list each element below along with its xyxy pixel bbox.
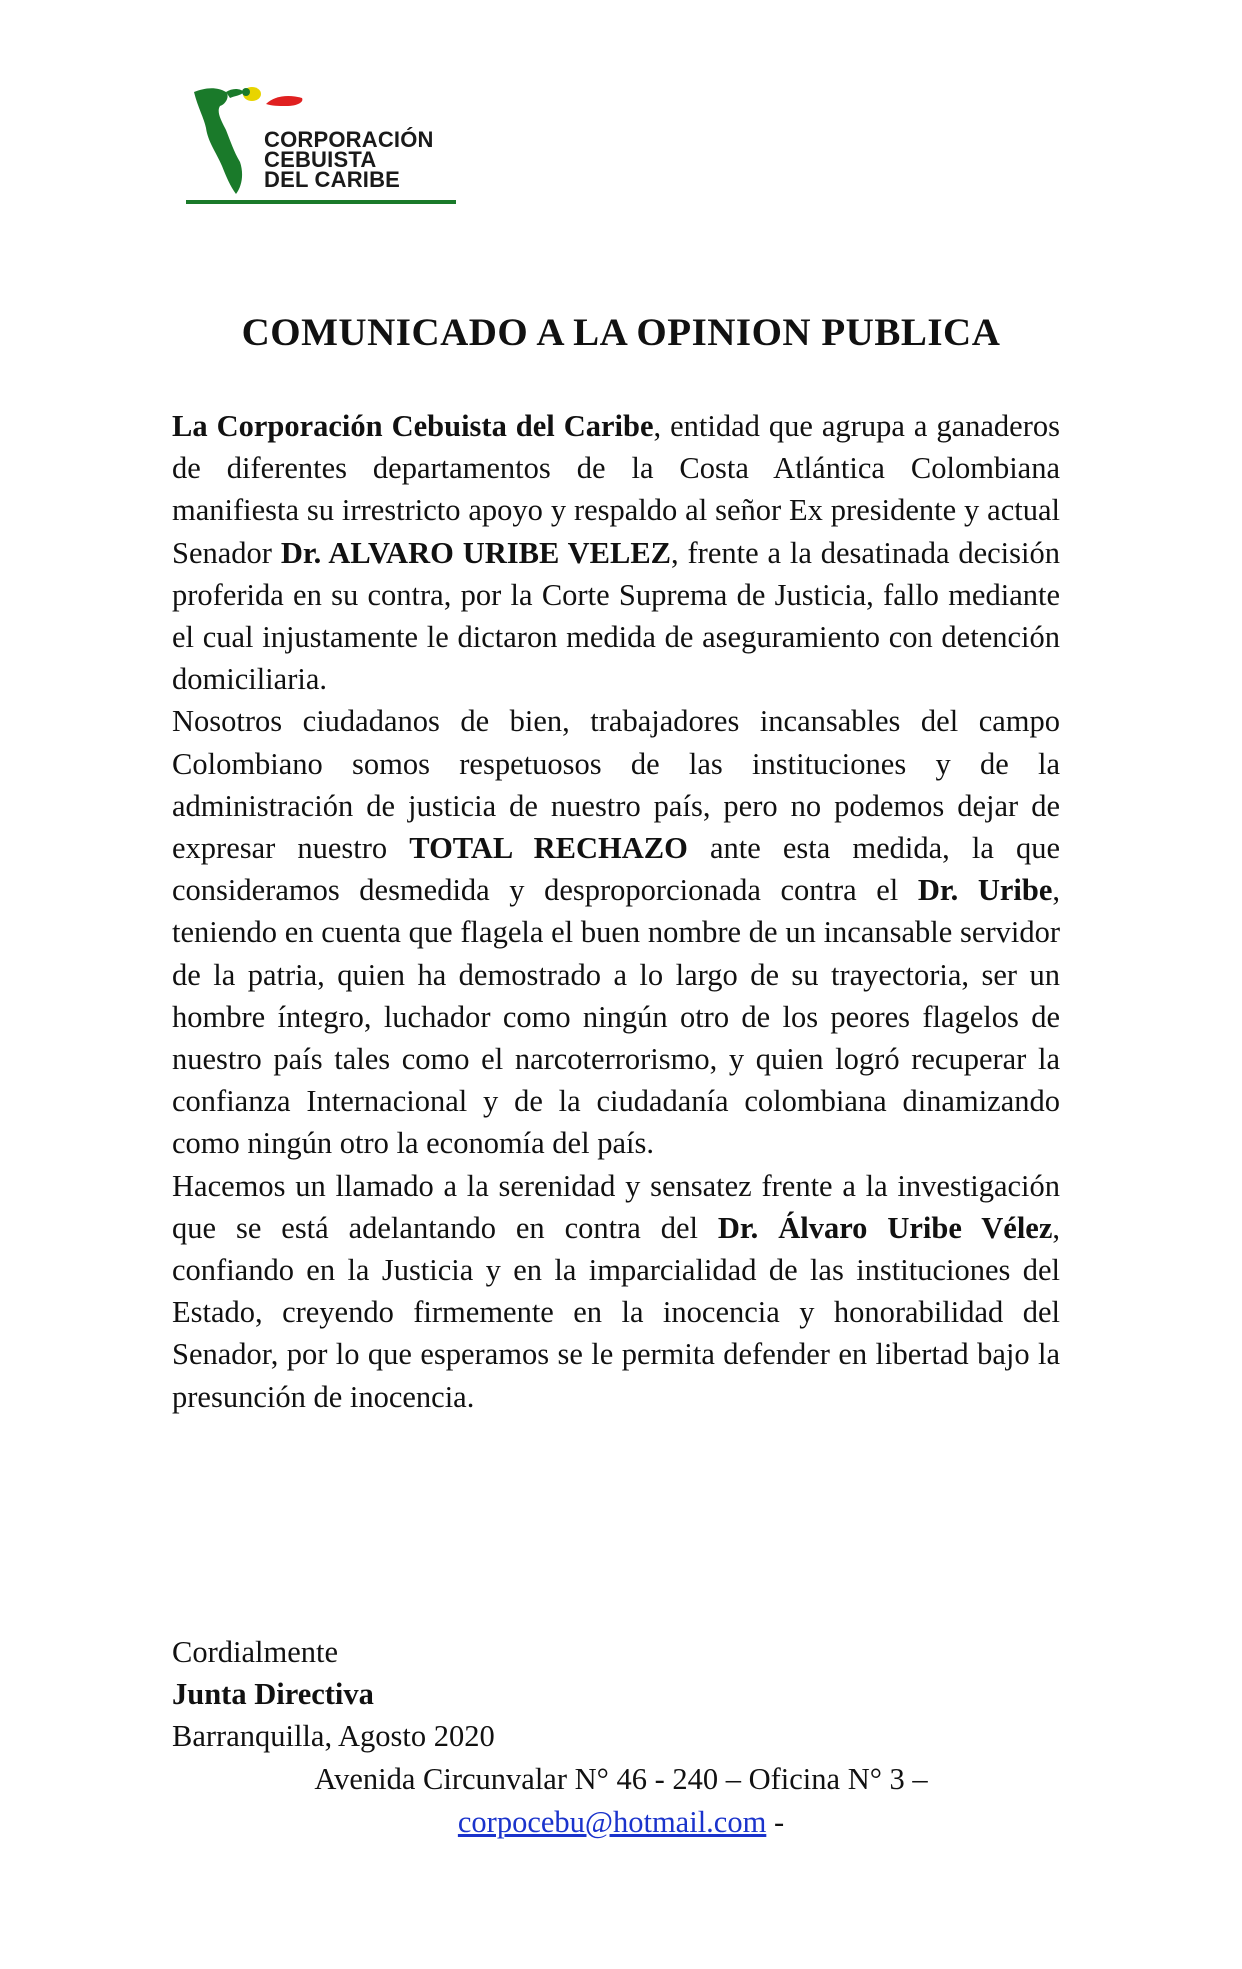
text: , confiando en la Justicia y en la imparcialidad de las instituciones del Estado, creyendo firmemente en la inocencia y honorabilidad del Senador, por lo que esperamos se le permita defender en libertad bajo la presunción de inocencia.: [172, 1210, 1060, 1414]
logo-line-2: CEBUISTA: [264, 147, 377, 172]
logo: [186, 82, 466, 212]
text: Nosotros ciudadanos de bien, trabajadores incansables del campo Colombiano somos respetuosos de las instituciones y de la administración de justicia de nuestro país, pero no podemos dejar de expresar nuestro: [172, 704, 1060, 866]
place-date: Barranquilla, Agosto 2020: [172, 1719, 495, 1754]
logo-line-1: CORPORACIÓN: [264, 127, 434, 152]
page-title: COMUNICADO A LA OPINION PUBLICA: [241, 311, 1001, 354]
text: ante esta medida, la que consideramos desmedida y desproporcionada contra el: [172, 831, 1060, 908]
bold-text: Dr. ALVARO URIBE VELEZ: [280, 535, 672, 570]
letter-body: [172, 405, 1060, 1418]
bold-text: TOTAL RECHAZO: [409, 831, 688, 866]
paragraph-2: [172, 700, 1060, 1164]
closing: [172, 1631, 495, 1758]
email-link[interactable]: corpocebu@hotmail.com: [457, 1805, 767, 1839]
trailing-text: -: [766, 1805, 785, 1839]
greeting: Cordialmente: [172, 1635, 339, 1669]
logo-underline: [186, 200, 456, 204]
signer: Junta Directiva: [172, 1677, 374, 1712]
bold-text: Dr. Álvaro Uribe Vélez: [717, 1210, 1053, 1245]
text: Hacemos un llamado a la serenidad y sensatez frente a la investigación que se está adelantando en contra del: [172, 1168, 1060, 1245]
paragraph-1: [172, 405, 1060, 700]
logo-line-3: DEL CARIBE: [264, 167, 401, 192]
footer-address: Avenida Circunvalar N° 46 - 240 – Oficina N° 3 –: [314, 1762, 928, 1796]
footer-email-line: [0, 1801, 1242, 1843]
text: , teniendo en cuenta que flagela el buen nombre de un incansable servidor de la patria, quien ha demostrado a lo largo de su trayectoria, ser un hombre íntegro, luchador como ningún otro de los peores flagelos de nuestro país tales como el narcoterrorismo, y quien logró recuperar la confianza Internacional y de la ciudadanía colombiana dinamizando como ningún otro la economía del país.: [172, 873, 1060, 1161]
logo-text: [264, 127, 434, 192]
bold-text: La Corporación Cebuista del Caribe: [172, 409, 654, 443]
text: , entidad que agrupa a ganaderos de diferentes departamentos de la Costa Atlántica Colombiana manifiesta su irrestricto apoyo y respaldo al señor Ex presidente y actual Senador: [172, 409, 1060, 570]
bold-text: Dr. Uribe: [917, 873, 1053, 908]
text: , frente a la desatinada decisión proferida en su contra, por la Corte Suprema de Justicia, fallo mediante el cual injustamente le dictaron medida de aseguramiento con detención domiciliaria.: [172, 535, 1060, 697]
paragraph-3: [172, 1165, 1060, 1418]
